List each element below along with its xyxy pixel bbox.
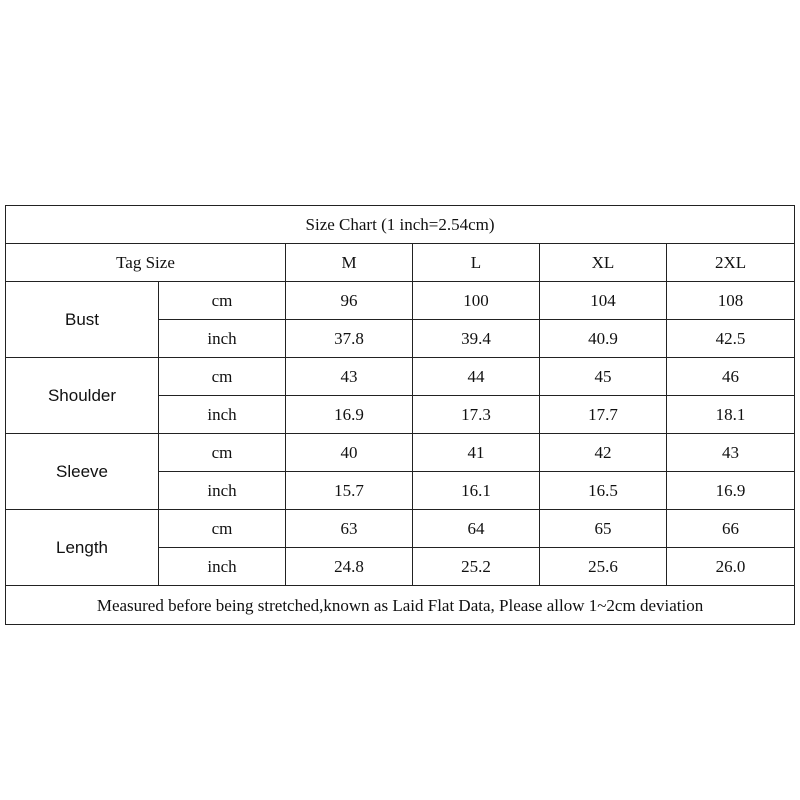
table-cell: 17.7 — [540, 396, 667, 434]
unit-inch: inch — [159, 320, 286, 358]
size-header-m: M — [286, 244, 413, 282]
table-cell: 37.8 — [286, 320, 413, 358]
table-cell: 45 — [540, 358, 667, 396]
unit-inch: inch — [159, 472, 286, 510]
table-cell: 41 — [413, 434, 540, 472]
unit-inch: inch — [159, 548, 286, 586]
table-cell: 63 — [286, 510, 413, 548]
measurement-note: Measured before being stretched,known as Laid Flat Data, Please allow 1~2cm deviation — [6, 586, 795, 625]
table-cell: 25.2 — [413, 548, 540, 586]
table-cell: 43 — [286, 358, 413, 396]
unit-cm: cm — [159, 510, 286, 548]
size-header-2xl: 2XL — [667, 244, 795, 282]
table-cell: 64 — [413, 510, 540, 548]
table-cell: 24.8 — [286, 548, 413, 586]
table-cell: 42 — [540, 434, 667, 472]
table-cell: 26.0 — [667, 548, 795, 586]
table-cell: 66 — [667, 510, 795, 548]
size-chart-sheet — [5, 205, 794, 622]
table-cell: 44 — [413, 358, 540, 396]
table-cell: 96 — [286, 282, 413, 320]
table-cell: 104 — [540, 282, 667, 320]
unit-cm: cm — [159, 282, 286, 320]
size-header-xl: XL — [540, 244, 667, 282]
table-cell: 16.9 — [286, 396, 413, 434]
table-cell: 65 — [540, 510, 667, 548]
unit-cm: cm — [159, 434, 286, 472]
table-cell: 16.5 — [540, 472, 667, 510]
table-cell: 100 — [413, 282, 540, 320]
table-cell: 43 — [667, 434, 795, 472]
table-cell: 18.1 — [667, 396, 795, 434]
table-cell: 17.3 — [413, 396, 540, 434]
table-cell: 40 — [286, 434, 413, 472]
measure-label-length: Length — [6, 510, 159, 586]
measure-label-sleeve: Sleeve — [6, 434, 159, 510]
measure-label-bust: Bust — [6, 282, 159, 358]
table-cell: 25.6 — [540, 548, 667, 586]
chart-title: Size Chart (1 inch=2.54cm) — [6, 206, 795, 244]
table-cell: 46 — [667, 358, 795, 396]
size-chart-table — [5, 205, 795, 625]
size-header-l: L — [413, 244, 540, 282]
tag-size-header: Tag Size — [6, 244, 286, 282]
unit-cm: cm — [159, 358, 286, 396]
table-cell: 42.5 — [667, 320, 795, 358]
table-cell: 108 — [667, 282, 795, 320]
unit-inch: inch — [159, 396, 286, 434]
measure-label-shoulder: Shoulder — [6, 358, 159, 434]
table-cell: 39.4 — [413, 320, 540, 358]
table-cell: 40.9 — [540, 320, 667, 358]
table-cell: 16.1 — [413, 472, 540, 510]
table-cell: 16.9 — [667, 472, 795, 510]
table-cell: 15.7 — [286, 472, 413, 510]
